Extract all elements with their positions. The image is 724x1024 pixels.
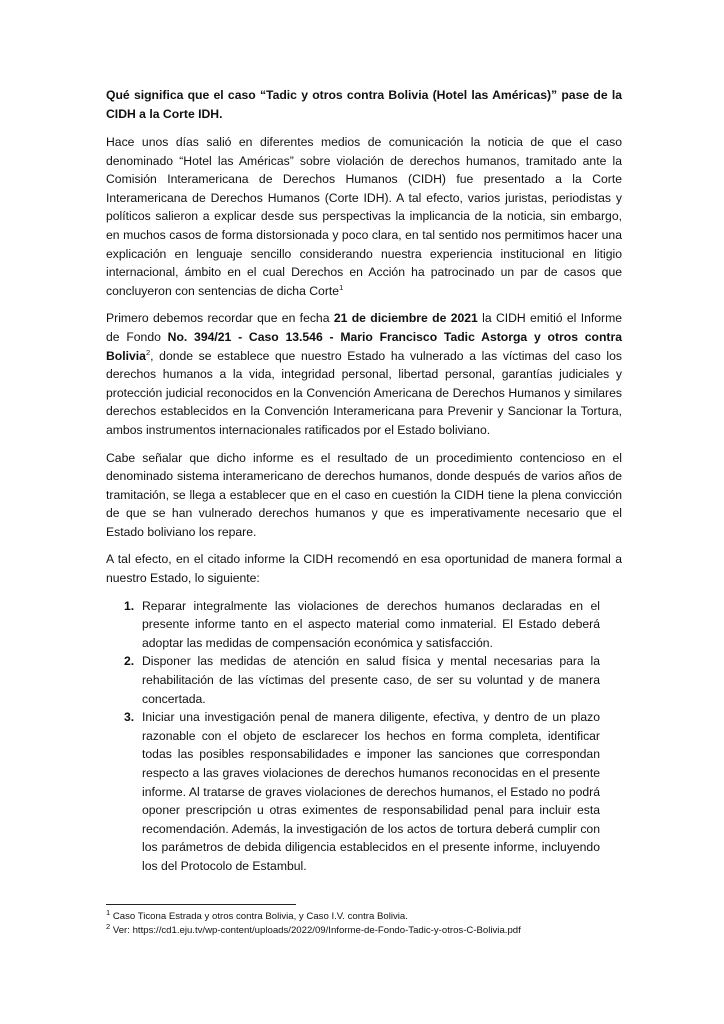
footnote-ref-2[interactable]: 2: [145, 347, 151, 357]
recommendations-list: [106, 597, 622, 876]
footnote-link[interactable]: Ver: https://cd1.eju.tv/wp-content/uploads/2022/09/Informe-de-Fondo-Tadic-y-otros-C-Bolivia.pdf: [110, 924, 521, 936]
paragraph-recommendations-intro: A tal efecto, en el citado informe la CIDH recomendó en esa oportunidad de manera formal a nuestro Estado, lo siguiente:: [106, 552, 622, 586]
paragraph-report: [106, 309, 622, 439]
paragraph-intro-text: Hace unos días salió en diferentes medios de comunicación la noticia de que el caso denominado “Hotel las Américas” sobre violación de derechos humanos, tramitado ante la Comisión Interamericana de Derechos Humanos (CIDH) fue presentado a la Corte Interamericana de Derechos Humanos (Corte IDH). A tal efecto, varios juristas, periodistas y políticos salieron a explicar desde sus perspectivas la implicancia de la noticia, sin embargo, en muchos casos de forma distorsionada y poco clara, en tal sentido nos permitimos hacer una explicación en lenguaje sencillo considerando nuestra experiencia institucional en litigio internacional, ámbito en el cual Derechos en Acción ha patrocinado un par de casos que concluyeron con sentencias de dicha Corte: [106, 135, 622, 298]
paragraph-report-text-2: la CIDH emitió el Informe de Fondo: [106, 311, 623, 344]
recommendation-text: Reparar integralmente las violaciones de derechos humanos declaradas en el presente informe tanto en el aspecto material como inmaterial. El Estado deberá adoptar las medidas de compensación económica y satisfacción.: [142, 598, 600, 650]
document-body: [106, 86, 622, 876]
paragraph-intro: [106, 133, 622, 300]
document-title: Qué significa que el caso “Tadic y otros contra Bolivia (Hotel las Américas)” pase de la CIDH a la Corte IDH.: [106, 88, 622, 121]
footnote-number: 2: [106, 921, 111, 931]
footnotes: [106, 904, 646, 937]
footnote-number: 1: [106, 907, 111, 917]
footnote-2: [106, 921, 646, 938]
recommendation-number: 2.: [124, 654, 135, 669]
recommendation-number: 1.: [124, 598, 135, 613]
paragraph-report-text-3: , donde se establece que nuestro Estado ha vulnerado a las víctimas del caso los derechos humanos a la vida, integridad personal, libertad personal, garantías judiciales y protección judicial reconocidos en la Convención Americana de Derechos Humanos y similares derechos establecidos en la Convención Interamericana para Prevenir y Sancionar la Tortura, ambos instrumentos internacionales ratificados por el Estado boliviano.: [106, 348, 622, 437]
footnote-divider: [106, 904, 296, 905]
report-number: No. 394/21 - Caso 13.546 - Mario Francisco Tadic Astorga y otros contra Bolivia: [106, 329, 622, 363]
recommendation-text: Iniciar una investigación penal de manera diligente, efectiva, y dentro de un plazo razonable con el objeto de esclarecer los hechos en forma completa, identificar todas las posibles responsabilidades e imponer las sanciones que correspondan respecto a las graves violaciones de derechos humanos reconocidas en el presente informe. Al tratarse de graves violaciones de derechos humanos, el Estado no podrá oponer prescripción u otras eximentes de responsabilidad penal para incluir esta recomendación. Además, la investigación de los actos de tortura deberá cumplir con los parámetros de debida diligencia establecidos en el presente informe, incluyendo los del Protocolo de Estambul.: [142, 710, 600, 873]
paragraph-report-text-1: Primero debemos recordar que en fecha: [106, 311, 334, 326]
recommendation-number: 3.: [124, 710, 135, 725]
footnote-text: Caso Ticona Estrada y otros contra Bolivia, y Caso I.V. contra Bolivia.: [110, 911, 408, 922]
footnote-ref-1[interactable]: 1: [339, 282, 344, 292]
footnote-1: [106, 907, 646, 924]
recommendation-text: Disponer las medidas de atención en salud física y mental necesarias para la rehabilitación de las víctimas del presente caso, de ser su voluntad y de manera concertada.: [142, 654, 600, 706]
report-date: 21 de diciembre de 2021: [333, 311, 478, 326]
paragraph-procedure: Cabe señalar que dicho informe es el resultado de un procedimiento contencioso en el denominado sistema interamericano de derechos humanos, donde después de varios años de tramitación, se llega a establecer que en el caso en cuestión la CIDH tiene la plena convicción de que se han vulnerado derechos humanos y que es imperativamente necesario que el Estado boliviano los repare.: [106, 450, 622, 539]
recommendation-item: [106, 597, 600, 653]
recommendation-item: [106, 652, 600, 708]
recommendation-item: [106, 708, 600, 875]
